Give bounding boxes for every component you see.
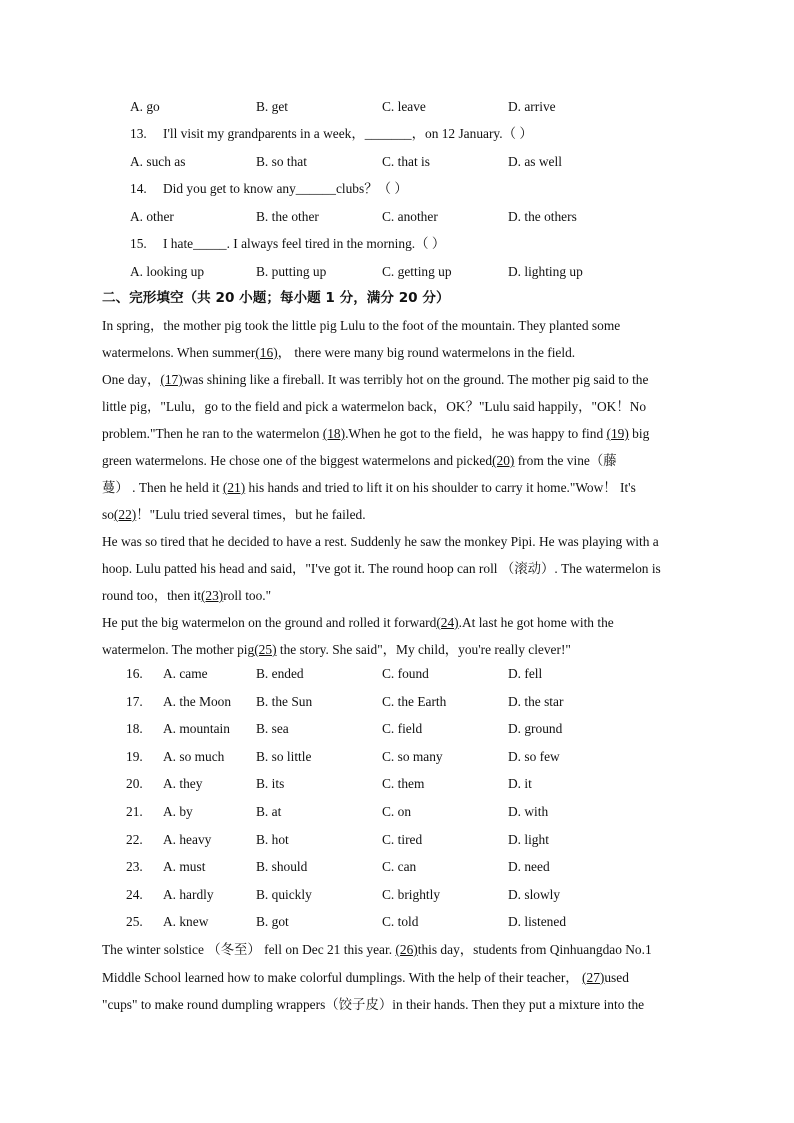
- option-c[interactable]: C. them: [382, 776, 425, 792]
- cloze-question-18: [126, 721, 686, 737]
- passage-line: [102, 561, 661, 577]
- question-number: 13.: [130, 126, 147, 141]
- option-b[interactable]: B. at: [256, 804, 282, 819]
- option-d[interactable]: D. ground: [508, 721, 563, 737]
- passage-text: little pig，"Lulu，go to the field and pick a watermelon back，OK？"Lulu said happily，"OK！No: [102, 399, 647, 414]
- q14-options: [130, 209, 690, 225]
- passage-line: [102, 534, 659, 550]
- question-14: [130, 181, 408, 197]
- question-13: [130, 126, 533, 142]
- blank-marker: (22): [113, 507, 137, 522]
- option-a[interactable]: A. looking up: [130, 264, 205, 279]
- cloze-question-24: [126, 887, 686, 903]
- option-b[interactable]: B. got: [256, 914, 289, 930]
- question-number: 15.: [130, 236, 147, 251]
- cloze-question-23: [126, 859, 686, 875]
- option-a[interactable]: A. came: [163, 666, 208, 681]
- option-c[interactable]: C. found: [382, 666, 429, 681]
- option-d[interactable]: D. slowly: [508, 886, 561, 902]
- option-a[interactable]: A. mountain: [163, 721, 230, 737]
- question-number: 25.: [126, 914, 143, 930]
- question-number: 22.: [126, 831, 143, 847]
- option-a[interactable]: A. the Moon: [163, 693, 232, 709]
- passage-line: [102, 426, 649, 442]
- passage-text: The winter solstice （冬至） fell on Dec 21 this year.: [102, 942, 396, 957]
- passage-text: big: [628, 426, 650, 441]
- option-b[interactable]: B. sea: [256, 721, 289, 737]
- blank-marker: (17): [160, 372, 183, 387]
- option-d[interactable]: D. with: [508, 804, 549, 819]
- option-a[interactable]: A. hardly: [163, 886, 214, 902]
- cloze-question-20: [126, 776, 686, 792]
- option-b[interactable]: B. its: [256, 776, 285, 792]
- passage-line: [102, 318, 620, 334]
- option-a[interactable]: A. knew: [163, 914, 209, 930]
- passage-line: [102, 345, 575, 361]
- passage-text: used: [604, 969, 629, 985]
- option-b[interactable]: B. the other: [256, 209, 319, 224]
- option-d[interactable]: D. lighting up: [508, 264, 583, 279]
- q15-options: [130, 264, 690, 280]
- section-title-cloze: 二、完形填空（共 20 小题；每小题 1 分，满分 20 分）: [102, 290, 450, 306]
- option-d[interactable]: D. fell: [508, 666, 543, 681]
- passage-line: [102, 453, 617, 469]
- option-c[interactable]: C. that is: [382, 154, 430, 169]
- passage-text: He put the big watermelon on the ground and rolled it forward: [102, 615, 437, 630]
- question-number: 18.: [126, 721, 143, 737]
- question-number: 20.: [126, 776, 143, 792]
- passage-text: .When he got to the field，he was happy to find: [345, 426, 607, 441]
- passage-text: this day，students from Qinhuangdao No.1: [417, 942, 652, 957]
- passage-text: One day，: [102, 372, 161, 387]
- passage-text: "cups" to make round dumpling wrappers（饺子皮）in their hands. Then they put a mixture into the: [102, 997, 645, 1012]
- passage-line: [102, 615, 614, 631]
- cloze-question-22: [126, 832, 686, 848]
- blank-marker: (18): [322, 426, 346, 441]
- blank-marker: (16): [255, 345, 278, 360]
- option-b[interactable]: B. the Sun: [256, 693, 313, 709]
- option-a[interactable]: A. other: [130, 209, 174, 224]
- passage-text: hoop. Lulu patted his head and said，"I've got it. The round hoop can roll （滚动）. The watermelon is: [102, 561, 661, 576]
- passage-text: ！"Lulu tried several times，but he failed.: [136, 507, 366, 522]
- passage-text: the story. She said"，My child，you're really clever!": [276, 642, 571, 657]
- question-number: 24.: [126, 886, 143, 902]
- passage-text: In spring，the mother pig took the little pig Lulu to the foot of the mountain. They planted some: [102, 318, 621, 333]
- passage-text: round too，then it: [102, 588, 201, 603]
- passage-text: ， there were many big round watermelons in the field.: [277, 345, 576, 360]
- blank-marker: (23): [200, 588, 224, 603]
- option-d[interactable]: D. listened: [508, 914, 567, 930]
- option-d[interactable]: D. the others: [508, 209, 577, 224]
- passage-text: watermelons. When summer: [102, 345, 256, 360]
- passage-text: green watermelons. He chose one of the biggest watermelons and picked: [102, 453, 493, 468]
- option-a[interactable]: A. go: [130, 99, 160, 114]
- blank-marker: (27): [582, 969, 605, 985]
- option-c[interactable]: C. tired: [382, 831, 423, 847]
- passage-text: .At last he got home with the: [458, 615, 614, 630]
- passage-text: roll too.": [223, 588, 272, 603]
- option-c[interactable]: C. can: [382, 859, 417, 875]
- passage-line: [102, 942, 652, 958]
- passage-line: [102, 997, 644, 1013]
- passage-text: was shining like a fireball. It was terribly hot on the ground. The mother pig said to the: [182, 372, 649, 387]
- option-d[interactable]: D. light: [508, 831, 549, 847]
- option-a[interactable]: A. must: [163, 859, 206, 875]
- blank-marker: (21): [222, 480, 246, 495]
- passage-text: his hands and tried to lift it on his shoulder to carry it home."Wow！ It's: [245, 480, 636, 495]
- cloze-question-19: [126, 749, 686, 765]
- question-15: [130, 236, 445, 252]
- passage-text: He was so tired that he decided to have a rest. Suddenly he saw the monkey Pipi. He was playing with a: [102, 534, 659, 549]
- passage-text: problem."Then he ran to the watermelon: [102, 426, 323, 441]
- option-a[interactable]: A. such as: [130, 154, 186, 169]
- option-d[interactable]: D. as well: [508, 154, 562, 169]
- passage-text: from the vine（藤: [514, 453, 617, 468]
- cloze-question-25: [126, 914, 686, 930]
- passage-line: [102, 642, 571, 658]
- question-text: I hate_____. I always feel tired in the morning.（ ）: [163, 236, 446, 251]
- passage-text: 蔓） . Then he held it: [102, 480, 223, 495]
- option-a[interactable]: A. heavy: [163, 831, 212, 847]
- option-c[interactable]: C. told: [382, 914, 419, 930]
- question-number: 23.: [126, 859, 143, 875]
- passage-line: [102, 588, 271, 604]
- option-d[interactable]: D. arrive: [508, 99, 556, 114]
- cloze-question-16: [126, 666, 686, 682]
- passage-line: [102, 480, 636, 496]
- question-number: 17.: [126, 693, 143, 709]
- blank-marker: (19): [606, 426, 629, 441]
- question-text: I'll visit my grandparents in a week，_______，on 12 January.（ ）: [163, 126, 533, 141]
- option-c[interactable]: C. getting up: [382, 264, 452, 279]
- option-b[interactable]: B. putting up: [256, 264, 327, 279]
- option-c[interactable]: C. field: [382, 721, 423, 737]
- question-number: 19.: [126, 748, 143, 764]
- passage-line: [102, 399, 646, 415]
- question-text: Did you get to know any______clubs？（ ）: [163, 181, 408, 196]
- option-c[interactable]: C. brightly: [382, 886, 441, 902]
- blank-marker: (26): [395, 942, 418, 957]
- option-d[interactable]: D. the star: [508, 693, 564, 709]
- blank-marker: (25): [254, 642, 277, 657]
- blank-marker: (24): [436, 615, 459, 630]
- option-b[interactable]: B. so little: [256, 748, 312, 764]
- question-number: 16.: [126, 666, 143, 681]
- option-c[interactable]: C. the Earth: [382, 693, 447, 709]
- passage-line: [102, 372, 648, 388]
- cloze-question-17: [126, 694, 686, 710]
- option-c[interactable]: C. another: [382, 209, 438, 224]
- cloze-question-21: [126, 804, 686, 820]
- option-b[interactable]: B. quickly: [256, 886, 312, 902]
- passage-text: watermelon. The mother pig: [102, 642, 255, 657]
- option-d[interactable]: D. so few: [508, 748, 560, 764]
- q13-options: [130, 154, 690, 170]
- q12-options: [130, 99, 690, 115]
- option-a[interactable]: A. by: [163, 804, 193, 819]
- option-b[interactable]: B. get: [256, 99, 288, 114]
- option-c[interactable]: C. so many: [382, 748, 443, 764]
- passage-line: [102, 507, 366, 523]
- option-b[interactable]: B. should: [256, 859, 308, 875]
- option-b[interactable]: B. hot: [256, 831, 289, 847]
- passage-line: [102, 970, 629, 986]
- question-number: 14.: [130, 181, 147, 196]
- option-a[interactable]: A. so much: [163, 748, 225, 764]
- option-c[interactable]: C. leave: [382, 99, 426, 114]
- question-number: 21.: [126, 804, 143, 819]
- option-a[interactable]: A. they: [163, 776, 203, 792]
- option-b[interactable]: B. ended: [256, 666, 304, 681]
- passage-text: so: [102, 507, 114, 522]
- passage-text: Middle School learned how to make colorful dumplings. With the help of their teacher，: [102, 969, 583, 985]
- blank-marker: (20): [492, 453, 515, 468]
- option-c[interactable]: C. on: [382, 804, 412, 819]
- option-d[interactable]: D. need: [508, 859, 550, 875]
- option-b[interactable]: B. so that: [256, 154, 307, 169]
- option-d[interactable]: D. it: [508, 776, 532, 792]
